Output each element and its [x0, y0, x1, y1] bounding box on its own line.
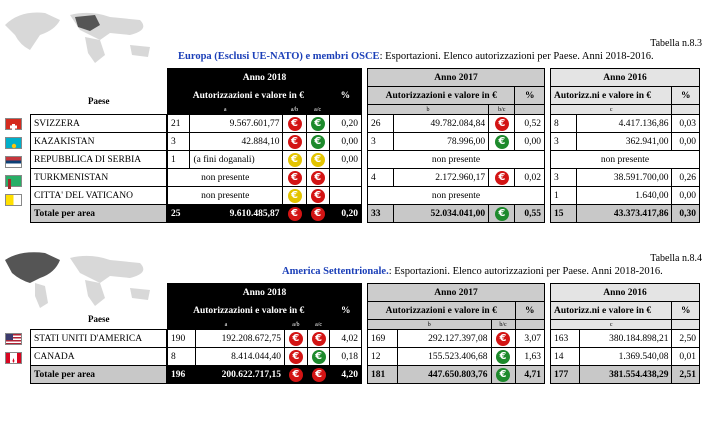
- aut-header: Autorizz.ni e valore in €: [551, 87, 672, 105]
- value-cell: 78.996,00: [393, 133, 489, 151]
- flag-turkmenistan-icon: [5, 175, 22, 187]
- table-row: [551, 348, 700, 366]
- not-present-cell: non presente: [168, 187, 283, 205]
- pct-cell: 0,03: [672, 115, 700, 133]
- paese-header: Paese: [88, 96, 110, 106]
- total-pct: 2,51: [672, 366, 700, 384]
- euro-yellow-icon: €: [311, 153, 325, 167]
- table-row: [168, 187, 362, 205]
- euro-red-icon: €: [288, 117, 302, 131]
- table-row: [168, 115, 362, 133]
- pct-header: %: [672, 87, 700, 105]
- value-cell: 155.523.406,68: [397, 348, 491, 366]
- sub-b: b: [368, 320, 492, 330]
- not-present-cell: non presente: [368, 151, 545, 169]
- euro-green-icon: €: [495, 135, 509, 149]
- table-2017: [367, 68, 545, 223]
- flag-canada-icon: [5, 352, 22, 364]
- sub-a: a: [168, 105, 283, 115]
- total-row: [551, 205, 700, 223]
- country-name: CANADA: [31, 348, 167, 366]
- pct-cell: 0,00: [672, 187, 700, 205]
- euro-red-icon: €: [288, 135, 302, 149]
- total-value: 9.610.485,87: [190, 205, 283, 223]
- pct-cell: 1,63: [515, 348, 545, 366]
- table-row: [168, 151, 362, 169]
- count-cell: 3: [551, 133, 577, 151]
- total-row: [31, 205, 167, 223]
- total-pct: 0,30: [672, 205, 700, 223]
- pct-cell: 0,00: [329, 151, 361, 169]
- total-value: 52.034.041,00: [393, 205, 489, 223]
- table-title: [282, 266, 702, 277]
- euro-yellow-icon: €: [288, 189, 302, 203]
- table-row: [31, 115, 167, 133]
- aut-header: Autorizzazioni e valore in €: [368, 302, 516, 320]
- pct-header: %: [329, 87, 361, 105]
- table-row: [168, 348, 362, 366]
- year-2016-header: Anno 2016: [551, 284, 700, 302]
- count-cell: 4: [368, 169, 394, 187]
- region-name: Europa (Esclusi UE-NATO) e membri OSCE: [178, 51, 380, 62]
- euro-red-icon: €: [288, 171, 302, 185]
- not-present-cell: non presente: [168, 169, 283, 187]
- euro-red-icon: €: [311, 189, 325, 203]
- table-2017: [367, 283, 545, 384]
- euro-red-icon: €: [495, 171, 509, 185]
- pct-header: %: [330, 302, 362, 320]
- table-row: [551, 133, 700, 151]
- value-cell: 192.208.672,75: [196, 330, 285, 348]
- table-2018: [167, 283, 362, 384]
- total-row: [368, 366, 545, 384]
- count-cell: 21: [168, 115, 190, 133]
- table-title: [178, 51, 702, 62]
- flag-serbia-icon: [5, 156, 22, 168]
- sub-a: a: [168, 320, 285, 330]
- total-row: [551, 366, 700, 384]
- pct-cell: 4,02: [330, 330, 362, 348]
- title-rest: : Esportazioni. Elenco autorizzazioni per Paese. Anni 2018-2016.: [379, 51, 654, 62]
- total-value: 43.373.417,86: [576, 205, 672, 223]
- table-row: [551, 151, 700, 169]
- total-row: [168, 205, 362, 223]
- total-pct: 0,20: [329, 205, 361, 223]
- value-cell: 38.591.700,00: [576, 169, 672, 187]
- count-cell: 3: [368, 133, 394, 151]
- table-row: [168, 330, 362, 348]
- table-row: [168, 169, 362, 187]
- count-cell: 8: [168, 348, 196, 366]
- flag-kazakhstan-icon: [5, 137, 22, 149]
- aut-header: Autorizz.ni e valore in €: [551, 302, 672, 320]
- euro-red-icon: €: [289, 332, 303, 346]
- table-row: [31, 151, 167, 169]
- euro-yellow-icon: €: [288, 153, 302, 167]
- year-2018-header: Anno 2018: [168, 69, 362, 87]
- euro-green-icon: €: [495, 207, 509, 221]
- value-cell: 1.369.540,08: [580, 348, 672, 366]
- country-name: REPUBBLICA DI SERBIA: [31, 151, 167, 169]
- flag-vatican-icon: [5, 194, 22, 206]
- total-value: 447.650.803,76: [397, 366, 491, 384]
- table-row: [31, 348, 167, 366]
- count-cell: 12: [368, 348, 398, 366]
- count-cell: 163: [551, 330, 580, 348]
- count-cell: 14: [551, 348, 580, 366]
- value-cell: 2.172.960,17: [393, 169, 489, 187]
- total-count: 33: [368, 205, 394, 223]
- total-value: 381.554.438,29: [580, 366, 672, 384]
- euro-green-icon: €: [311, 135, 325, 149]
- count-cell: 26: [368, 115, 394, 133]
- sub-b: b: [368, 105, 489, 115]
- value-cell: 8.414.044,40: [196, 348, 285, 366]
- title-rest: : Esportazioni. Elenco autorizzazioni per Paese. Anni 2018-2016.: [388, 266, 663, 277]
- euro-green-icon: €: [312, 350, 326, 364]
- pct-cell: 0,18: [330, 348, 362, 366]
- euro-green-icon: €: [311, 117, 325, 131]
- pct-cell: 0,26: [672, 169, 700, 187]
- country-column: [30, 329, 167, 384]
- count-cell: 190: [168, 330, 196, 348]
- count-cell: 3: [551, 169, 577, 187]
- table-2016: [550, 68, 700, 223]
- sub-c: c: [551, 320, 672, 330]
- value-cell: 49.782.084,84: [393, 115, 489, 133]
- pct-cell: 0,00: [515, 133, 545, 151]
- world-map-icon: [0, 5, 165, 67]
- euro-red-icon: €: [312, 332, 326, 346]
- table-row: [368, 115, 545, 133]
- flag-usa-icon: [5, 333, 22, 345]
- aut-header: Autorizzazioni e valore in €: [168, 302, 330, 320]
- pct-header: %: [515, 302, 545, 320]
- sub-ac: a/c: [306, 105, 329, 115]
- pct-cell: 0,01: [672, 348, 700, 366]
- total-count: 15: [551, 205, 577, 223]
- count-cell: 8: [551, 115, 577, 133]
- country-name: TURKMENISTAN: [31, 169, 167, 187]
- total-count: 181: [368, 366, 398, 384]
- table-row: [31, 169, 167, 187]
- euro-red-icon: €: [495, 117, 509, 131]
- country-name: CITTA' DEL VATICANO: [31, 187, 167, 205]
- count-cell: 1: [551, 187, 577, 205]
- table-row: [368, 169, 545, 187]
- euro-green-icon: €: [496, 368, 510, 382]
- total-pct: 0,55: [515, 205, 545, 223]
- country-column: [30, 114, 167, 223]
- euro-red-icon: €: [289, 368, 303, 382]
- section-america: [0, 240, 712, 424]
- euro-red-icon: €: [289, 350, 303, 364]
- table-row: [31, 330, 167, 348]
- not-present-cell: non presente: [368, 187, 545, 205]
- total-value: 200.622.717,15: [196, 366, 285, 384]
- table-row: [368, 133, 545, 151]
- total-label: Totale per area: [31, 205, 167, 223]
- table-row: [368, 348, 545, 366]
- sub-ab: a/b: [283, 105, 306, 115]
- total-count: 177: [551, 366, 580, 384]
- table-2016: [550, 283, 700, 384]
- euro-red-icon: €: [288, 207, 302, 221]
- value-cell: (a fini doganali): [190, 151, 283, 169]
- total-row: [31, 366, 167, 384]
- value-cell: 292.127.397,08: [397, 330, 491, 348]
- value-cell: 4.417.136,86: [576, 115, 672, 133]
- sub-bc: b/c: [491, 320, 515, 330]
- pct-cell: 2,50: [672, 330, 700, 348]
- country-name: STATI UNITI D'AMERICA: [31, 330, 167, 348]
- total-row: [368, 205, 545, 223]
- value-cell: 42.884,10: [190, 133, 283, 151]
- sub-c: c: [551, 105, 672, 115]
- table-row: [368, 151, 545, 169]
- pct-cell: 0,52: [515, 115, 545, 133]
- year-2018-header: Anno 2018: [168, 284, 362, 302]
- sub-ac: a/c: [307, 320, 330, 330]
- pct-cell: 3,07: [515, 330, 545, 348]
- paese-header: Paese: [88, 314, 110, 324]
- euro-red-icon: €: [312, 368, 326, 382]
- table-number: Tabella n.8.4: [650, 253, 702, 264]
- sub-ab: a/b: [285, 320, 308, 330]
- total-label: Totale per area: [31, 366, 167, 384]
- country-name: SVIZZERA: [31, 115, 167, 133]
- table-row: [368, 187, 545, 205]
- table-row: [551, 187, 700, 205]
- table-row: [168, 133, 362, 151]
- pct-header: %: [515, 87, 545, 105]
- value-cell: 1.640,00: [576, 187, 672, 205]
- value-cell: 9.567.601,77: [190, 115, 283, 133]
- count-cell: 1: [168, 151, 190, 169]
- table-row: [551, 115, 700, 133]
- euro-green-icon: €: [496, 350, 510, 364]
- value-cell: 380.184.898,21: [580, 330, 672, 348]
- aut-header: Autorizzazioni e valore in €: [368, 87, 515, 105]
- not-present-cell: non presente: [551, 151, 700, 169]
- euro-red-icon: €: [496, 332, 510, 346]
- euro-red-icon: €: [311, 207, 325, 221]
- pct-cell: 0,20: [329, 115, 361, 133]
- count-cell: 169: [368, 330, 398, 348]
- value-cell: 362.941,00: [576, 133, 672, 151]
- total-count: 25: [168, 205, 190, 223]
- year-2016-header: Anno 2016: [551, 69, 700, 87]
- table-number: Tabella n.8.3: [650, 38, 702, 49]
- total-count: 196: [168, 366, 196, 384]
- total-pct: 4,20: [330, 366, 362, 384]
- year-2017-header: Anno 2017: [368, 284, 545, 302]
- table-row: [551, 169, 700, 187]
- pct-cell: 0,00: [329, 133, 361, 151]
- total-pct: 4,71: [515, 366, 545, 384]
- pct-cell: 0,00: [672, 133, 700, 151]
- pct-cell: 0,02: [515, 169, 545, 187]
- euro-red-icon: €: [311, 171, 325, 185]
- sub-bc: b/c: [489, 105, 515, 115]
- flag-switzerland-icon: [5, 118, 22, 130]
- count-cell: 3: [168, 133, 190, 151]
- year-2017-header: Anno 2017: [368, 69, 545, 87]
- aut-header: Autorizzazioni e valore in €: [168, 87, 330, 105]
- world-map-icon: [0, 248, 165, 310]
- table-2018: [167, 68, 362, 223]
- table-row: [31, 133, 167, 151]
- country-name: KAZAKISTAN: [31, 133, 167, 151]
- total-row: [168, 366, 362, 384]
- pct-header: %: [672, 302, 700, 320]
- region-name: America Settentrionale.: [282, 266, 389, 277]
- table-row: [551, 330, 700, 348]
- table-row: [368, 330, 545, 348]
- table-row: [31, 187, 167, 205]
